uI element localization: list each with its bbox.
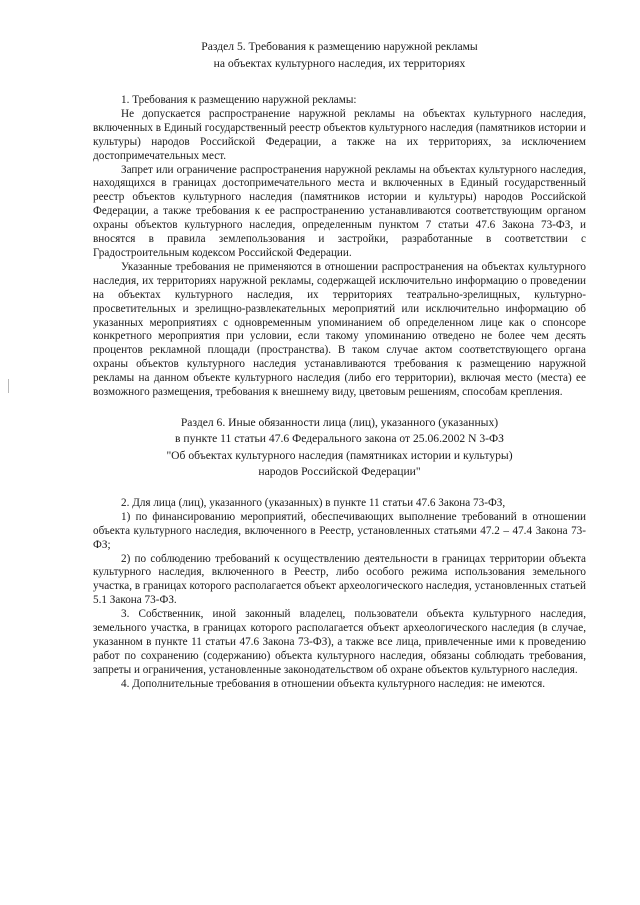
scan-edge-mark [8, 379, 9, 393]
document-body [93, 39, 586, 692]
item-2-paragraph-1: 1) по финансированию мероприятий, обеспечивающих выполнение требований в отношении объекта культурного наследия, включенного в Реестр, установленных статьями 47.2 – 47.4 Закона 73-ФЗ; [93, 510, 586, 551]
item-2-title: 2. Для лица (лиц), указанного (указанных) в пункте 11 статьи 47.6 Закона 73-ФЗ, [121, 496, 506, 509]
item-1-paragraph-1: Не допускается распространение наружной рекламы на объектах культурного наследия, включенных в Единый государственный реестр объектов культурного наследия (памятников истории и культуры) народов Российской Федерации, а также на их территориях, за исключением достопримечательных мест. [93, 107, 586, 162]
section-6-heading [93, 415, 586, 481]
section-5-title-line-2: на объектах культурного наследия, их территориях [213, 56, 466, 70]
section-6-title-line-4: народов Российской Федерации" [258, 465, 421, 479]
item-3-paragraph: 3. Собственник, иной законный владелец, пользователи объекта культурного наследия, земельного участка, в границах которого располагается объект археологического наследия (в случае, указанном в пункте 11 статьи 47.6 Закона 73-ФЗ), а также все лица, привлеченные ими к проведению работ по сохранению (содержанию) объекта культурного наследия, обязаны соблюдать требования, запреты и ограничения, установленные законодательством об охране объектов культурного наследия. [93, 608, 586, 676]
section-5-heading [93, 39, 586, 72]
item-1-paragraph-2: Запрет или ограничение распространения наружной рекламы на объектах культурного наследия, находящихся в границах достопримечательного места и включенных в Единый государственный реестр объектов культурного наследия (памятников истории и культуры) народов Российской Федерации, а также требования к ее распространению устанавливаются соответствующим органом охраны объектов культурного наследия, определенным пунктом 7 статьи 47.6 Закона 73-ФЗ, и вносятся в правила землепользования и застройки, разработанные в соответствии с Градостроительным кодексом Российской Федерации. [93, 163, 586, 259]
section-6-title-line-3: "Об объектах культурного наследия (памятниках истории и культуры) [166, 448, 513, 462]
item-4-paragraph: 4. Дополнительные требования в отношении объекта культурного наследия: не имеются. [121, 677, 546, 690]
item-1-paragraph-3: Указанные требования не применяются в отношении распространения на объектах культурного наследия, их территориях наружной рекламы, содержащей исключительно информацию о проведении на объектах культурного наследия, их территориях театрально-зрелищных, культурно-просветительных и зрелищно-развлекательных мероприятий или исключительно информацию об указанных мероприятиях с одновременным упоминанием об определенном лице как о спонсоре конкретного мероприятия при условии, если такому упоминанию отведено не более чем десять процентов рекламной площади (пространства). В таком случае актом соответствующего органа охраны объектов культурного наследия устанавливаются требования к размещению наружной рекламы на данном объекте культурного наследия (либо его территории), включая место (места) ее возможного размещения, требования к внешнему виду, цветовым решениям, способам крепления. [93, 260, 586, 399]
section-5-title-line-1: Раздел 5. Требования к размещению наружной рекламы [201, 40, 478, 53]
item-1-title: 1. Требования к размещению наружной рекламы: [121, 94, 357, 106]
section-6-title-line-1: Раздел 6. Иные обязанности лица (лиц), указанного (указанных) [180, 415, 499, 429]
section-6-title-line-2: в пункте 11 статьи 47.6 Федерального закона от 25.06.2002 N 3-ФЗ [175, 432, 504, 446]
item-2-paragraph-2: 2) по соблюдению требований к осуществлению деятельности в границах территории объекта культурного наследия, включенного в Реестр, либо особого режима использования земельного участка, в границах которого располагается объект археологического наследия, установленных статьей 5.1 Закона 73-ФЗ. [93, 552, 586, 607]
